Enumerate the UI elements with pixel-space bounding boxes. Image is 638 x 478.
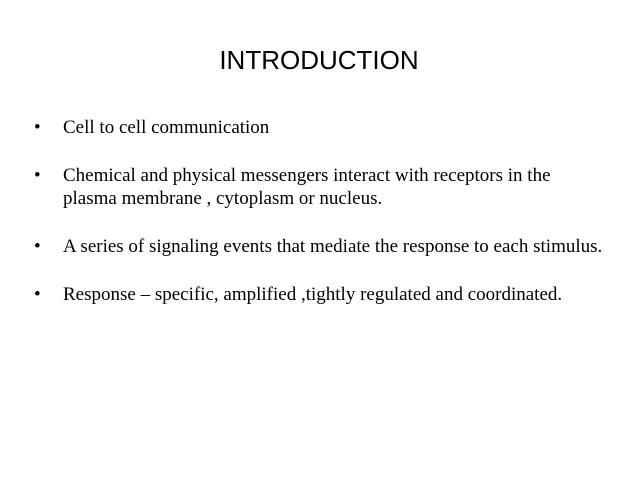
bullet-text: Chemical and physical messengers interact with receptors in the plasma membrane , cytoplasm or nucleus. [63,165,551,209]
bullet-text: Cell to cell communication [63,117,270,138]
bullet-icon: • [34,236,41,257]
bullet-icon: • [34,284,41,305]
bullet-item [34,235,604,258]
bullet-item [34,283,604,306]
bullet-text: Response – specific, amplified ,tightly regulated and coordinated. [63,284,563,305]
bullet-list [34,116,604,331]
bullet-icon: • [34,117,41,138]
bullet-item [34,116,604,139]
bullet-item [34,164,604,210]
bullet-text: A series of signaling events that mediate the response to each stimulus. [63,236,603,257]
slide-title: INTRODUCTION [219,45,419,75]
bullet-icon: • [34,165,41,186]
